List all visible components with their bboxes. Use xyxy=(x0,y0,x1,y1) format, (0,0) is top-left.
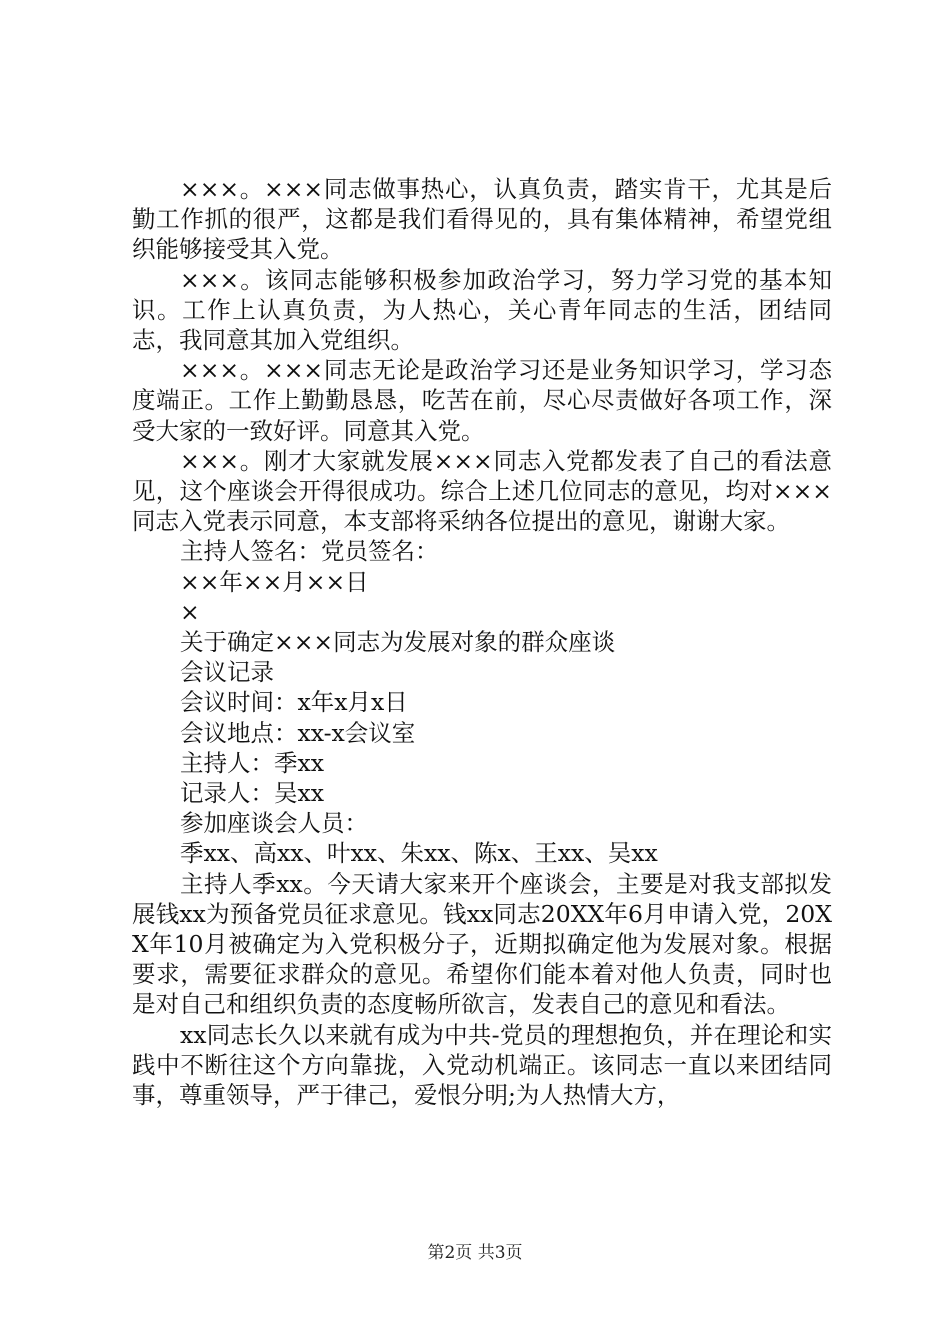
attendees-list: 季xx、高xx、叶xx、朱xx、陈x、王xx、吴xx xyxy=(180,839,658,868)
signature-line: 主持人签名：党员签名： xyxy=(180,537,439,566)
paragraph: ×××。该同志能够积极参加政治学习，努力学习党的基本知识。工作上认真负责，为人热心，关心青年同志的生活，团结同志，我同意其加入党组织。 xyxy=(132,265,832,355)
section-title: 关于确定×××同志为发展对象的群众座谈 xyxy=(180,628,616,657)
page-footer: 第2页 共3页 xyxy=(427,1243,523,1263)
paragraph: ×××。×××同志无论是政治学习还是业务知识学习，学习态度端正。工作上勤勤恳恳，吃苦在前，尽心尽责做好各项工作，深受大家的一致好评。同意其入党。 xyxy=(132,356,832,445)
paragraph: ×××。刚才大家就发展×××同志入党都发表了自己的看法意见，这个座谈会开得很成功。综合上述几位同志的意见，均对×××同志入党表示同意，本支部将采纳各位提出的意见，谢谢大家。 xyxy=(132,446,832,536)
attendees-label: 参加座谈会人员： xyxy=(180,809,368,838)
meeting-time: 会议时间：x年x月x日 xyxy=(180,688,408,717)
document-body xyxy=(132,174,832,1110)
separator-mark: × xyxy=(180,597,200,626)
section-title-continued: 会议记录 xyxy=(180,658,274,687)
paragraph: ×××。×××同志做事热心，认真负责，踏实肯干，尤其是后勤工作抓的很严，这都是我们看得见的，具有集体精神，希望党组织能够接受其入党。 xyxy=(132,175,832,264)
date-line: ××年××月××日 xyxy=(180,567,369,596)
meeting-recorder: 记录人：吴xx xyxy=(180,779,325,808)
meeting-place: 会议地点：xx-x会议室 xyxy=(180,718,416,747)
paragraph: 主持人季xx。今天请大家来开个座谈会，主要是对我支部拟发展钱xx为预备党员征求意见。钱xx同志20XX年6月申请入党，20XX年10月被确定为入党积极分子，近期拟确定他为发展对象。根据要求，需要征求群众的意见。希望你们能本着对他人负责，同时也是对自己和组织负责的态度畅所欲言，发表自己的意见和看法。 xyxy=(132,869,832,1019)
meeting-host: 主持人：季xx xyxy=(180,748,325,777)
paragraph: xx同志长久以来就有成为中共-党员的理想抱负，并在理论和实践中不断往这个方向靠拢，入党动机端正。该同志一直以来团结同事，尊重领导，严于律己，爱恨分明;为人热情大方， xyxy=(132,1020,832,1110)
